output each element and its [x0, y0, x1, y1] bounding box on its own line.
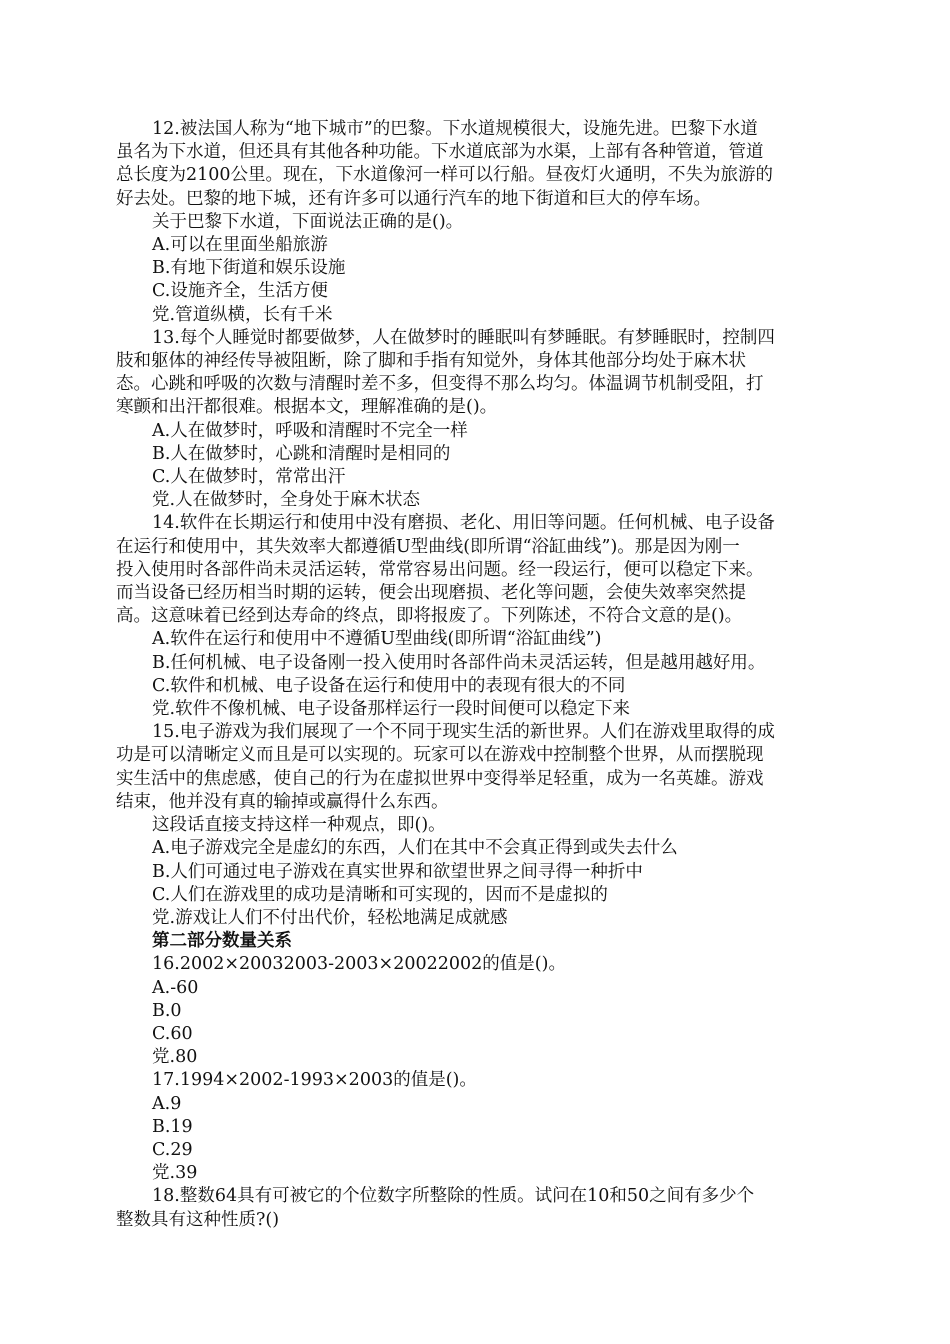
answer-option: 党.39 [152, 1163, 198, 1184]
question-stem-line: 16.2002×20032003-2003×20022002的值是()。 [152, 954, 566, 975]
answer-option: C.29 [152, 1139, 193, 1160]
question-14 [116, 512, 838, 721]
question-13 [116, 327, 838, 513]
question-stem-line: 肢和躯体的神经传导被阻断，除了脚和手指有知觉外，身体其他部分均处于麻木状 [116, 351, 746, 372]
question-stem-line: 总长度为2100公里。现在，下水道像河一样可以行船。昼夜灯火通明，不失为旅游的 [116, 165, 774, 186]
answer-option: B.人们可通过电子游戏在真实世界和欲望世界之间寻得一种折中 [152, 861, 643, 882]
question-stem-line: 13.每个人睡觉时都要做梦，人在做梦时的睡眠叫有梦睡眠。有梦睡眠时，控制四 [152, 327, 775, 348]
question-prompt: 关于巴黎下水道，下面说法正确的是()。 [152, 211, 464, 232]
question-stem-line: 虽名为下水道，但还具有其他各种功能。下水道底部为水渠，上部有各种管道，管道 [116, 142, 764, 163]
question-stem-line: 12.被法国人称为“地下城市”的巴黎。下水道规模很大，设施先进。巴黎下水道 [152, 119, 758, 139]
answer-option: A.可以在里面坐船旅游 [152, 235, 328, 256]
question-stem-line: 寒颤和出汗都很难。根据本文，理解准确的是()。 [116, 397, 498, 418]
question-stem-line: 高。这意味着已经到达寿命的终点，即将报废了。下列陈述，不符合文意的是()。 [116, 606, 743, 627]
answer-option: B.人在做梦时，心跳和清醒时是相同的 [152, 443, 451, 464]
question-stem-line: 整数具有这种性质?() [116, 1209, 280, 1230]
answer-option: 党.人在做梦时，全身处于麻木状态 [152, 490, 421, 511]
question-stem-line: 18.整数64具有可被它的个位数字所整除的性质。试问在10和50之间有多少个 [152, 1186, 755, 1207]
answer-option: 党.80 [152, 1047, 198, 1068]
section-heading: 第二部分数量关系 [152, 931, 292, 952]
question-stem-line: 在运行和使用中，其失效率大都遵循U型曲线(即所谓“浴缸曲线”)。那是因为刚一 [116, 536, 740, 557]
answer-option: A.人在做梦时，呼吸和清醒时不完全一样 [152, 420, 468, 441]
answer-option: B.任何机械、电子设备刚一投入使用时各部件尚未灵活运转，但是越用越好用。 [152, 652, 766, 673]
question-stem-line: 15.电子游戏为我们展现了一个不同于现实生活的新世界。人们在游戏里取得的成 [152, 722, 775, 743]
question-stem-line: 投入使用时各部件尚未灵活运转，常常容易出问题。经一段运行，便可以稳定下来。 [116, 559, 764, 580]
answer-option: 党.软件不像机械、电子设备那样运行一段时间便可以稳定下来 [152, 699, 631, 720]
question-stem-line: 17.1994×2002-1993×2003的值是()。 [152, 1070, 477, 1091]
question-17 [116, 1069, 838, 1185]
answer-option: A.软件在运行和使用中不遵循U型曲线(即所谓“浴缸曲线”) [152, 629, 602, 650]
question-stem-line: 结束，他并没有真的输掉或赢得什么东西。 [116, 791, 449, 812]
answer-option: C.设施齐全，生活方便 [152, 281, 328, 302]
answer-option: B.有地下街道和娱乐设施 [152, 258, 346, 279]
question-stem-line: 实生活中的焦虑感，使自己的行为在虚拟世界中变得举足轻重，成为一名英雄。游戏 [116, 768, 764, 789]
question-15 [116, 721, 838, 930]
answer-option: C.人们在游戏里的成功是清晰和可实现的，因而不是虚拟的 [152, 884, 608, 905]
question-stem-line: 好去处。巴黎的地下城，还有许多可以通行汽车的地下街道和巨大的停车场。 [116, 188, 711, 209]
question-prompt: 这段话直接支持这样一种观点，即()。 [152, 815, 446, 836]
document-page [116, 118, 838, 1232]
answer-option: C.软件和机械、电子设备在运行和使用中的表现有很大的不同 [152, 675, 626, 696]
answer-option: A.电子游戏完全是虚幻的东西，人们在其中不会真正得到或失去什么 [152, 838, 678, 859]
answer-option: 党.管道纵横，长有千米 [152, 304, 333, 325]
answer-option: C.人在做梦时，常常出汗 [152, 467, 346, 488]
answer-option: B.0 [152, 1000, 182, 1021]
answer-option: 党.游戏让人们不付出代价，轻松地满足成就感 [152, 907, 508, 928]
answer-option: A.9 [152, 1093, 182, 1114]
answer-option: B.19 [152, 1116, 193, 1137]
question-stem-line: 态。心跳和呼吸的次数与清醒时差不多，但变得不那么均匀。体温调节机制受阻，打 [116, 374, 764, 395]
question-18 [116, 1185, 838, 1231]
question-stem-line: 而当设备已经历相当时期的运转，便会出现磨损、老化等问题，会使失效率突然提 [116, 583, 746, 604]
question-16 [116, 953, 838, 1069]
question-12 [116, 118, 838, 327]
answer-option: A.-60 [152, 977, 199, 998]
question-stem-line: 功是可以清晰定义而且是可以实现的。玩家可以在游戏中控制整个世界，从而摆脱现 [116, 745, 764, 766]
question-stem-line: 14.软件在长期运行和使用中没有磨损、老化、用旧等问题。任何机械、电子设备 [152, 513, 775, 534]
answer-option: C.60 [152, 1023, 193, 1044]
